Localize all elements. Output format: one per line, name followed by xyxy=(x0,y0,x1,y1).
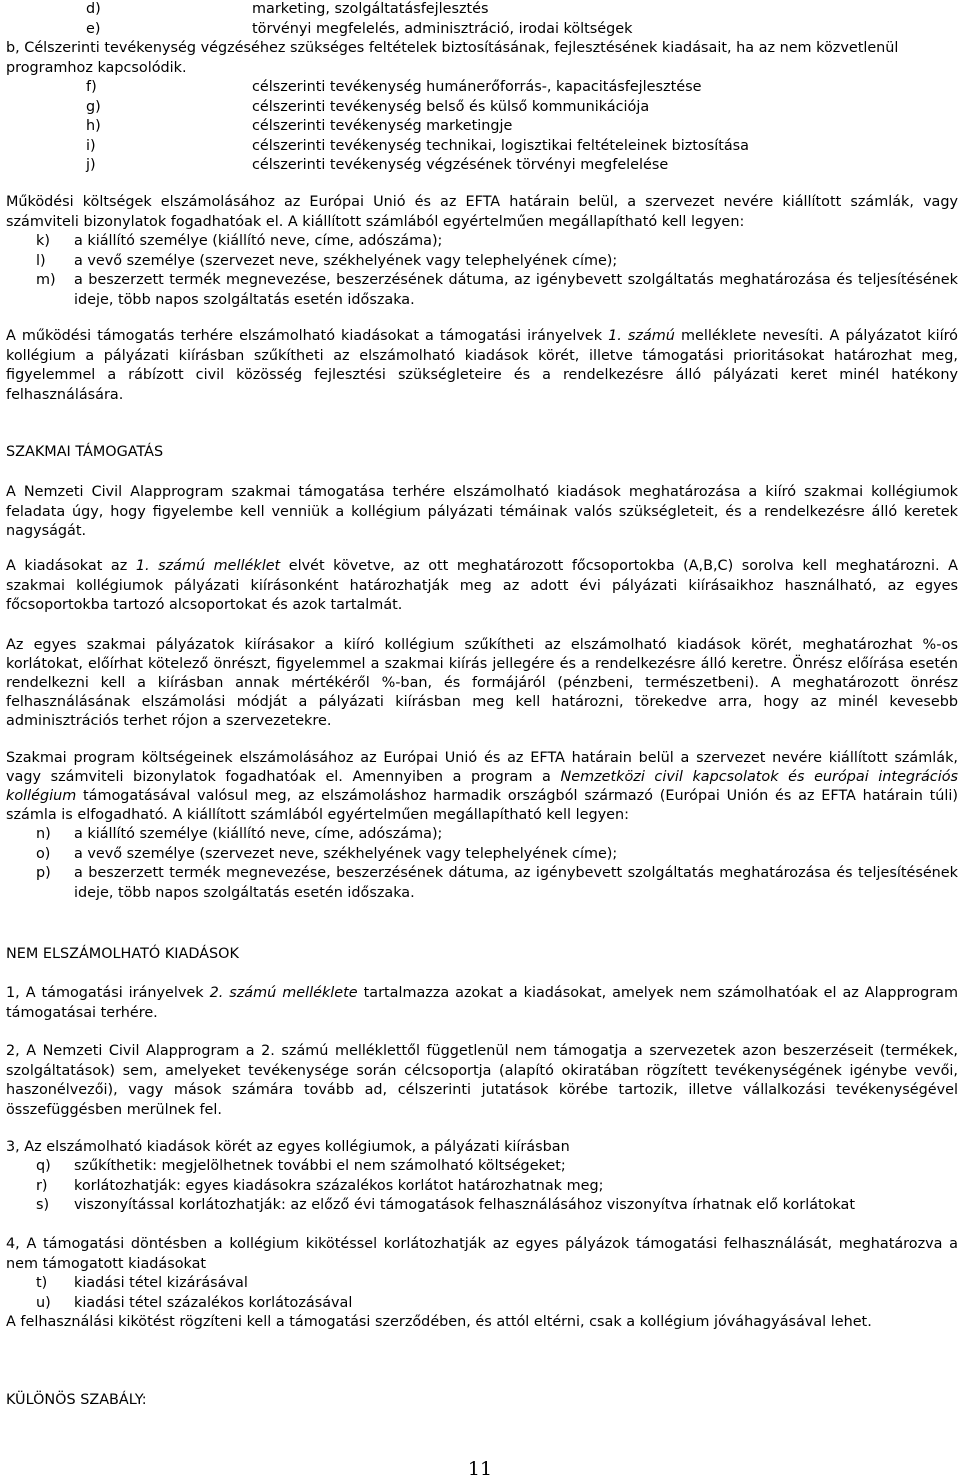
paragraph-mukodesi-koltsegek: Működési költségek elszámolásához az Európai Unió és az EFTA határain belül, a szervezet nevére kiállított számlák, vagy számviteli bizonylatok fogadhatóak el. A kiállított számlából egyértelműen megállapítható kell legyen: xyxy=(6,194,958,230)
list-text: célszerinti tevékenység technikai, logisztikai feltételeinek biztosítása xyxy=(252,137,749,154)
list-marker: d) xyxy=(86,1,101,17)
list-item xyxy=(6,98,958,118)
list-marker: h) xyxy=(86,118,101,135)
list-text: marketing, szolgáltatásfejlesztés xyxy=(252,1,489,17)
list-item xyxy=(6,252,958,272)
list-marker: k) xyxy=(36,233,50,249)
heading-nem-elszamolhato: NEM ELSZÁMOLHATÓ KIADÁSOK xyxy=(6,946,239,962)
list-item xyxy=(6,825,958,845)
list-item xyxy=(6,20,958,40)
list-n-p xyxy=(6,825,958,903)
italic-text: 1. számú melléklet xyxy=(135,558,281,574)
heading-szakmai-tamogatas: SZAKMAI TÁMOGATÁS xyxy=(6,444,164,460)
list-marker: l) xyxy=(36,252,46,269)
list-marker: u) xyxy=(36,1294,51,1311)
heading-kulonos-szabaly: KÜLÖNÖS SZABÁLY: xyxy=(6,1392,147,1408)
text-run: tartalmazza azokat a kiadásokat, amelyek nem számolhatóak el az Alapprogram támogatásai terhére. xyxy=(6,985,958,1021)
paragraph-nem-1 xyxy=(6,984,958,1023)
text-run: támogatásával valósul meg, az elszámoláshoz harmadik országból származó (Európai Unión és az EFTA határain túli) számla is elfogadható. A kiállított számlából egyértelműen megállapítható kell legyen: xyxy=(6,788,958,823)
list-item xyxy=(6,1157,958,1177)
list-text: viszonyítással korlátozhatják: az előző évi támogatások felhasználásához viszonyítva írhatnak elő korlátokat xyxy=(74,1197,856,1214)
list-text: korlátozhatják: egyes kiadásokra százalékos korlátot határozhatnak meg; xyxy=(74,1177,604,1194)
paragraph-szakmai-3: Az egyes szakmai pályázatok kiírásakor a kiíró kollégium szűkítheti az elszámolható kiadások körét, meghatározhat %-os korlátokat, előírhat kötelező önrészt, figyelemmel a szakmai kiírás jellegére és a rendelkezésre álló keretre. Önrész előírása esetén rendelkezni kell a kiírásban annak mértékéről %-ban, és formájáról (pénzbeni, természetbeni). A meghatározott önrész felhasználásának elszámolási módját a pályázati kiírásban meg kell határozni, törekedve arra, hogy az minél kevesebb adminisztrációs terhet rójon a szervezetekre. xyxy=(6,637,958,729)
list-marker: i) xyxy=(86,137,96,154)
paragraph-szakmai-1: A Nemzeti Civil Alapprogram szakmai támogatása terhére elszámolható kiadások meghatározása a kiíró szakmai kollégiumok feladata úgy, hogy figyelembe kell venniük a kollégium pályázati témáinak valós szükségleteit, és a rendelkezésre álló keretek nagyságát. xyxy=(6,484,958,540)
list-f-j xyxy=(6,78,958,176)
list-q-s xyxy=(6,1157,958,1216)
list-item xyxy=(6,0,958,20)
list-text: a vevő személye (szervezet neve, székhelyének vagy telephelyének címe); xyxy=(74,845,618,862)
italic-text: 2. számú melléklete xyxy=(209,985,358,1001)
list-text: kiadási tétel százalékos korlátozásával xyxy=(74,1294,353,1311)
list-item xyxy=(6,1294,958,1314)
list-text: a vevő személye (szervezet neve, székhelyének vagy telephelyének címe); xyxy=(74,252,618,269)
list-marker: s) xyxy=(36,1197,50,1214)
list-marker: p) xyxy=(36,865,51,882)
paragraph-szakmai-4 xyxy=(6,749,958,825)
list-marker: r) xyxy=(36,1177,48,1194)
list-k-m xyxy=(6,232,958,310)
paragraph-b: b, Célszerinti tevékenység végzéséhez szükséges feltételek biztosításának, fejlesztésének kiadásait, ha az nem közvetlenül programhoz kapcsolódik. xyxy=(6,40,899,76)
list-text: a kiállító személye (kiállító neve, címe, adószáma); xyxy=(74,233,443,249)
list-marker: o) xyxy=(36,845,51,862)
list-text: célszerinti tevékenység végzésének törvényi megfelelése xyxy=(252,157,669,174)
paragraph-nem-2: 2, A Nemzeti Civil Alapprogram a 2. számú melléklettől függetlenül nem támogatja a szervezetek azon beszerzéseit (termékek, szolgáltatások) sem, amelyeket tevékenysége során célcsoportja (alapító okiratában rögzített tevékenységének igénybe vevői, haszonélvezői), vagy mások számára tovább ad, célszerinti jutatások körébe tartozik, illetve vállalkozási tevékenységével összefüggésben merülnek fel. xyxy=(6,1043,958,1118)
list-text: kiadási tétel kizárásával xyxy=(74,1275,248,1291)
list-marker: t) xyxy=(36,1275,48,1291)
list-item xyxy=(6,1274,958,1294)
list-marker: e) xyxy=(86,20,101,37)
paragraph-nem-4: 4, A támogatási döntésben a kollégium kikötéssel korlátozhatják az egyes pályázok támogatási felhasználását, meghatározva a nem támogatott kiadásokat xyxy=(6,1236,958,1272)
list-item xyxy=(6,1196,958,1216)
italic-text: Nemzetközi civil kapcsolatok és európai integrációs kollégium xyxy=(6,769,958,804)
list-marker: n) xyxy=(36,826,51,842)
text-run: melléklete nevesíti. A pályázatot kiíró kollégium a pályázati kiírásban szűkítheti az elszámolható kiadások körét, illetve támogatási prioritásokat határozhat meg, figyelemmel a rábízott civil közösség fejlesztési szükségleteire és a rendelkezésre álló pályázati keret minél hatékony felhasználására. xyxy=(6,328,958,403)
page-number: 11 xyxy=(467,1458,493,1480)
paragraph-nem-3: 3, Az elszámolható kiadások körét az egyes kollégiumok, a pályázati kiírásban xyxy=(6,1139,570,1155)
list-marker: g) xyxy=(86,98,101,115)
list-text: szűkíthetik: megjelölhetnek további el nem számolható költségeket; xyxy=(74,1158,566,1174)
paragraph-mukodesi-tamogatas xyxy=(6,327,958,405)
text-run: A működési támogatás terhére elszámolható kiadásokat a támogatási irányelvek xyxy=(6,328,609,344)
list-text: célszerinti tevékenység humánerőforrás-, kapacitásfejlesztése xyxy=(252,79,702,95)
list-item xyxy=(6,845,958,865)
text-run: Szakmai program költségeinek elszámolásához az Európai Unió és az EFTA határain belül a szervezet nevére kiállított számlák, vagy számviteli bizonylatok fogadhatóak el. Amennyiben a program a xyxy=(6,750,958,785)
list-item xyxy=(6,1177,958,1197)
italic-text: 1. számú xyxy=(608,328,675,344)
paragraph-nem-5: A felhasználási kikötést rögzíteni kell a támogatási szerződében, és attól eltérni, csak a kollégium jóváhagyásával lehet. xyxy=(6,1314,872,1330)
list-text: törvényi megfelelés, adminisztráció, irodai költségek xyxy=(252,20,633,37)
list-marker: f) xyxy=(86,79,97,95)
list-t-u xyxy=(6,1274,958,1313)
list-marker: j) xyxy=(86,157,96,174)
paragraph-szakmai-2 xyxy=(6,557,958,616)
list-text: a beszerzett termék megnevezése, beszerzésének dátuma, az igénybevett szolgáltatás meghatározása és teljesítésének ideje, több napos szolgáltatás esetén időszaka. xyxy=(74,865,958,901)
text-run: elvét követve, az ott meghatározott főcsoportokba (A,B,C) sorolva kell meghatározni. A szakmai kollégiumok pályázati kiírásonként határozhatják meg az adott évi pályázati kiírásaikhoz használható, az egyes főcsoportokba tartozó alcsoportokat és azok tartalmát. xyxy=(6,558,959,614)
top-list xyxy=(6,0,958,39)
list-item xyxy=(6,78,958,98)
list-item xyxy=(6,156,958,176)
list-item xyxy=(6,117,958,137)
list-marker: m) xyxy=(36,272,56,289)
list-text: célszerinti tevékenység marketingje xyxy=(252,118,513,135)
list-item xyxy=(6,864,958,903)
list-item xyxy=(6,137,958,157)
list-item xyxy=(6,271,958,310)
text-run: 1, A támogatási irányelvek xyxy=(6,985,210,1001)
list-marker: q) xyxy=(36,1158,51,1174)
list-text: célszerinti tevékenység belső és külső kommunikációja xyxy=(252,98,650,115)
list-item xyxy=(6,232,958,252)
list-text: a beszerzett termék megnevezése, beszerzésének dátuma, az igénybevett szolgáltatás meghatározása és teljesítésének ideje, több napos szolgáltatás esetén időszaka. xyxy=(74,272,958,308)
text-run: A kiadásokat az xyxy=(6,558,136,574)
list-text: a kiállító személye (kiállító neve, címe, adószáma); xyxy=(74,826,443,842)
